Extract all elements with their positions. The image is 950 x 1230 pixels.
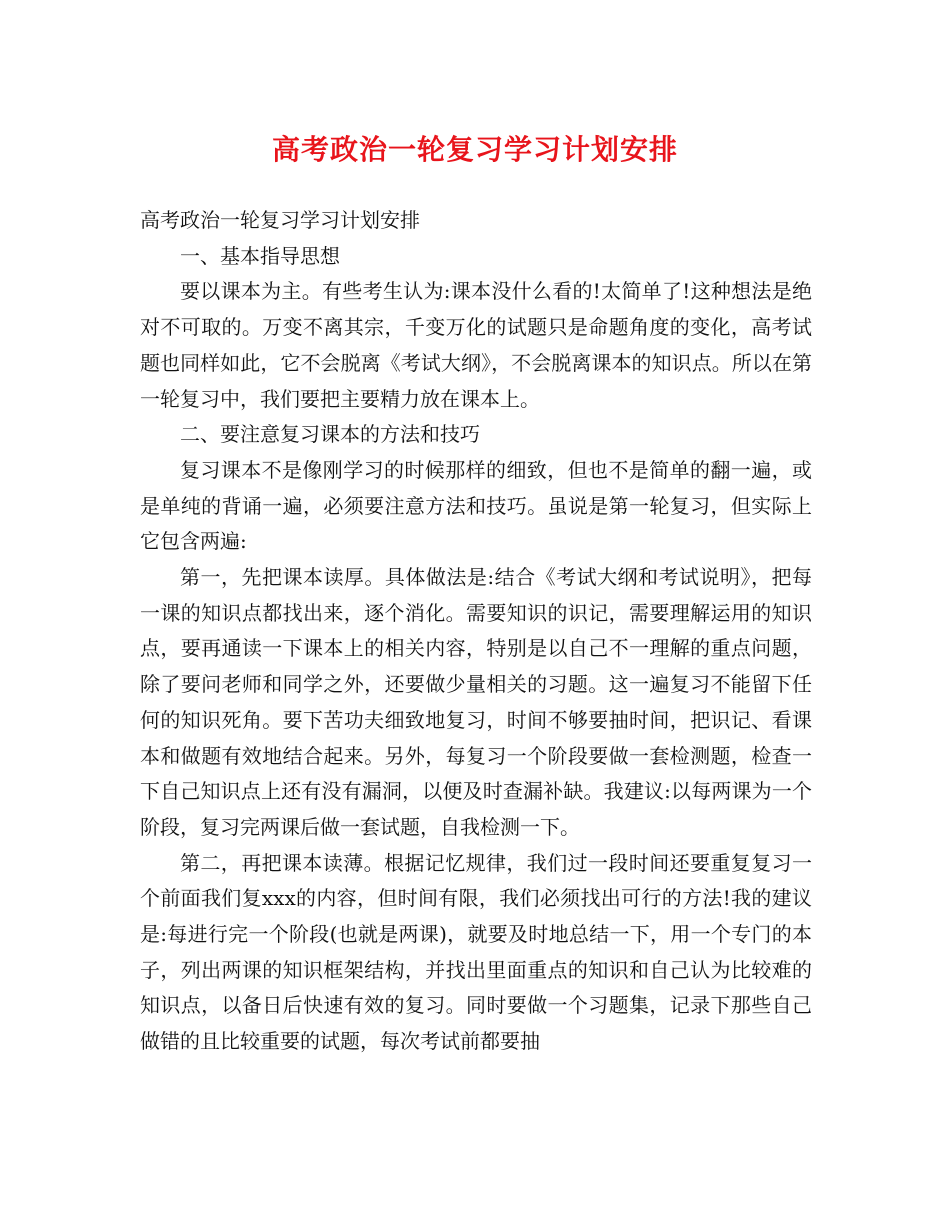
paragraph: 复习课本不是像刚学习的时候那样的细致，但也不是简单的翻一遍，或是单纯的背诵一遍，必须要注意方法和技巧。虽说是第一轮复习，但实际上它包含两遍: — [140, 457, 812, 554]
paragraph: 要以课本为主。有些考生认为:课本没什么看的!太简单了!这种想法是绝对不可取的。万变不离其宗，千变万化的试题只是命题角度的变化，高考试题也同样如此，它不会脱离《考试大纲》，不会脱离课本的知识点。所以在第一轮复习中，我们要把主要精力放在课本上。 — [140, 279, 812, 411]
document-body — [140, 203, 812, 1060]
paragraph: 第一，先把课本读厚。具体做法是:结合《考试大纲和考试说明》，把每一课的知识点都找出来，逐个消化。需要知识的识记，需要理解运用的知识点，要再通读一下课本上的相关内容，特别是以自己不一理解的重点问题，除了要问老师和同学之外，还要做少量相关的习题。这一遍复习不能留下任何的知识死角。要下苦功夫细致地复习，时间不够要抽时间，把识记、看课本和做题有效地结合起来。另外，每复习一个阶段要做一套检测题，检查一下自己知识点上还有没有漏洞，以便及时查漏补缺。我建议:以每两课为一个阶段，复习完两课后做一套试题，自我检测一下。 — [140, 565, 812, 839]
paragraph-heading: 高考政治一轮复习学习计划安排 — [140, 208, 420, 232]
paragraph: 第二，再把课本读薄。根据记忆规律，我们过一段时间还要重复复习一个前面我们复xxx的内容，但时间有限，我们必须找出可行的方法!我的建议是:每进行完一个阶段(也就是两课)，就要及时地总结一下，用一个专门的本子，列出两课的知识框架结构，并找出里面重点的知识和自己认为比较难的知识点，以备日后快速有效的复习。同时要做一个习题集，记录下那些自己做错的且比较重要的试题，每次考试前都要抽 — [140, 850, 812, 1054]
section-heading-1: 一、基本指导思想 — [180, 243, 340, 268]
section-heading-2: 二、要注意复习课本的方法和技巧 — [180, 422, 480, 447]
document-title: 高考政治一轮复习学习计划安排 — [271, 133, 678, 166]
